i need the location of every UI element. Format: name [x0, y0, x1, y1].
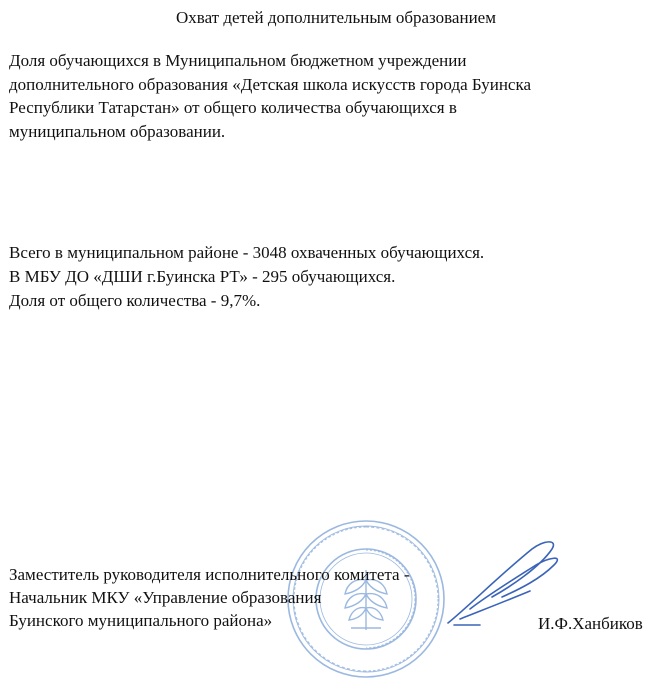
intro-line: Доля обучающихся в Муниципальном бюджетном учреждении	[9, 51, 467, 70]
intro-paragraph	[9, 49, 659, 143]
school-students-line: В МБУ ДО «ДШИ г.Буинска РТ» - 295 обучающихся.	[9, 267, 396, 286]
total-students-line: Всего в муниципальном районе - 3048 охваченных обучающихся.	[9, 243, 485, 262]
signatory-title-line: Начальник МКУ «Управление образования	[9, 588, 322, 607]
intro-line: муниципальном образовании.	[9, 121, 226, 141]
statistics-block	[9, 241, 659, 313]
document-title: Охват детей дополнительным образованием	[176, 8, 496, 27]
signature-position-block	[9, 563, 489, 632]
intro-line: Республики Татарстан» от общего количества обучающихся в	[9, 98, 457, 117]
share-line: Доля от общего количества - 9,7%.	[9, 291, 261, 310]
intro-line: дополнительного образования «Детская школа искусств города Буинска	[9, 74, 532, 94]
signatory-title-line: Заместитель руководителя исполнительного комитета -	[9, 565, 410, 584]
signatory-title-line: Буинского муниципального района»	[9, 611, 273, 630]
signatory-name: И.Ф.Ханбиков	[538, 614, 643, 633]
